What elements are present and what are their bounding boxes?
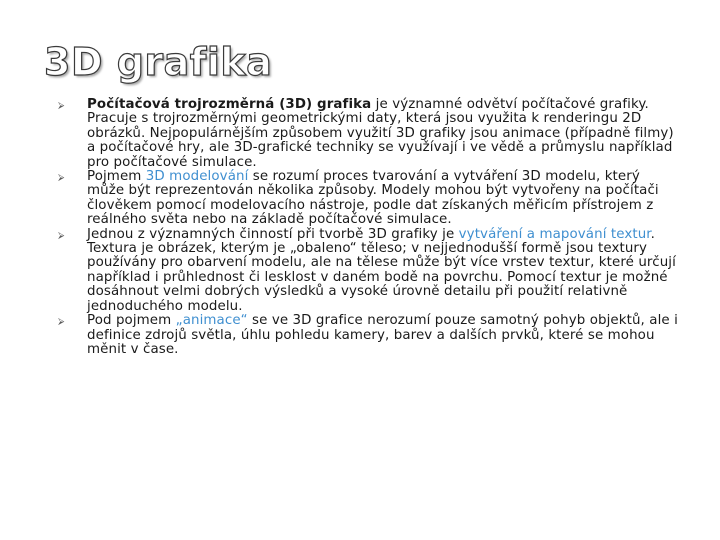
link-3d-modelovani[interactable]: 3D modelování: [145, 169, 249, 185]
link-animace[interactable]: „animace“: [175, 313, 248, 329]
list-item: [58, 170, 678, 228]
item-text-pre: Pod pojmem: [87, 313, 176, 329]
item-text-post: . Textura je obrázek, kterým je „obaleno“ těleso; v nejjednodušší formě jsou textury používány pro obarvení modelu, ale na tělese může být více vrstev textur, které určují například i průhlednost či lesklost v daném bodě na povrchu. Pomocí textur je možné dosáhnout velmi dobrých výsledků a vysoké úrovně detailu při použití relativně jednoduchého modelu.: [87, 226, 676, 314]
arrow-bullet-icon: ⮚: [58, 173, 65, 184]
list-item: [58, 228, 678, 314]
term-bold: Počítačová trojrozměrná (3D) grafika: [87, 97, 372, 112]
item-text-post: se rozumí proces tvarování a vytváření 3D modelu, který může být reprezentován několika způsoby. Modely mohou být vytvořeny na počítači člověkem pomocí modelovacího nástroje, podle dat získaných měřicím přístrojem z reálného světa nebo na základě počítačové simulace.: [87, 169, 659, 228]
bullet-list: [58, 98, 678, 357]
item-text-pre: Pojmem: [87, 169, 146, 185]
list-item: [58, 314, 678, 357]
item-text: je významné odvětví počítačové grafiky. Pracuje s trojrozměrnými geometrickými daty, která jsou využita k renderingu 2D obrázků. Nejpopulárnějším způsobem využití 3D grafiky jsou animace (případně filmy) a počítačové hry, ale 3D-grafické techniky se využívají i ve vědě a průmyslu například pro počítačové simulace.: [87, 97, 674, 170]
list-item: [58, 98, 678, 170]
link-mapovani-textur[interactable]: vytváření a mapování textur: [458, 226, 651, 242]
arrow-bullet-icon: ⮚: [58, 317, 65, 328]
slide-title: 3D grafika: [44, 40, 273, 84]
arrow-bullet-icon: ⮚: [58, 230, 65, 241]
item-text-pre: Jednou z významných činností při tvorbě 3D grafiky je: [87, 226, 459, 242]
item-text-post: se ve 3D grafice nerozumí pouze samotný pohyb objektů, ale i definice zdrojů světla, úhlu pohledu kamery, barev a dalších prvků, které se mohou měnit v čase.: [87, 313, 678, 357]
arrow-bullet-icon: ⮚: [58, 101, 65, 111]
